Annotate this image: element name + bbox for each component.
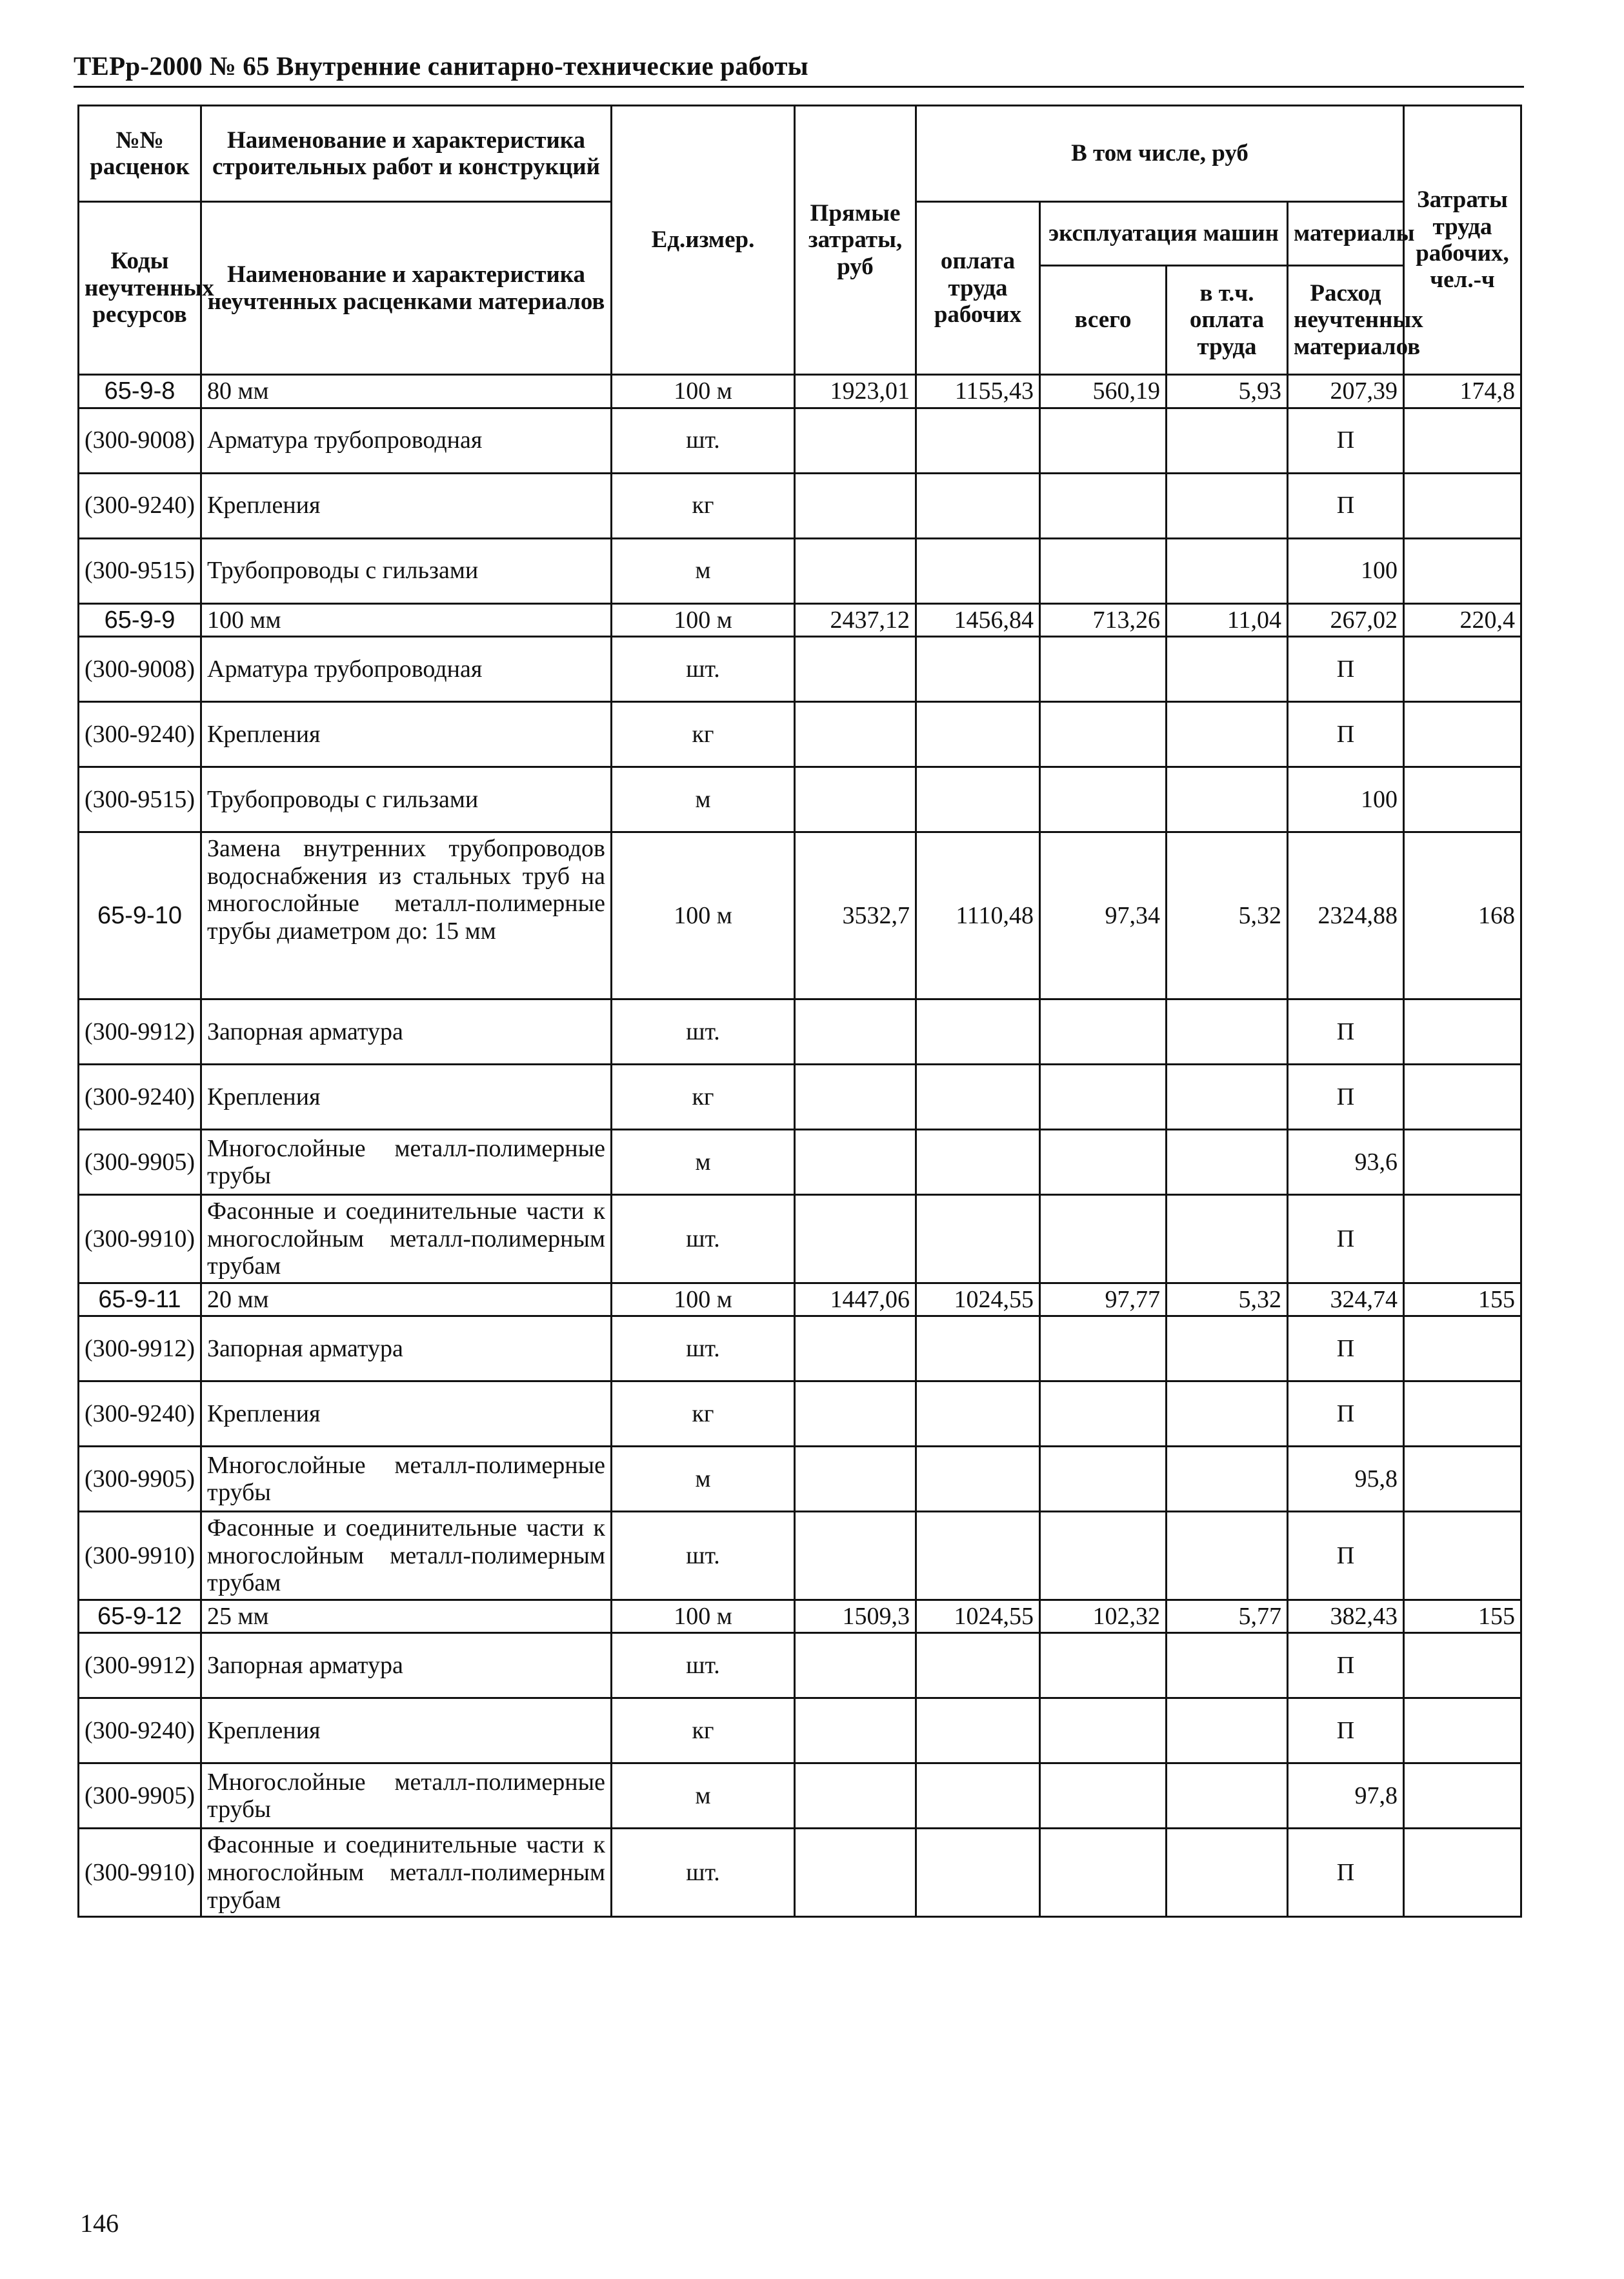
resource-row	[79, 1512, 1521, 1600]
rate-unit: 100 м	[612, 375, 795, 408]
resource-code: (300-9008)	[79, 637, 201, 702]
resource-name: Крепления	[201, 473, 612, 538]
resource-row	[79, 767, 1521, 832]
resource-name: Арматура трубопроводная	[201, 637, 612, 702]
col-labor-cost: Затраты труда рабочих, чел.-ч	[1404, 106, 1521, 375]
resource-row	[79, 1195, 1521, 1283]
resource-qty: П	[1288, 473, 1404, 538]
resource-name: Крепления	[201, 1698, 612, 1763]
col-incl: В том числе, руб	[916, 106, 1404, 202]
machine-labor: 5,32	[1167, 832, 1288, 999]
resource-code: (300-9240)	[79, 1381, 201, 1447]
rate-code: 65-9-10	[79, 832, 201, 999]
labor-pay: 1024,55	[916, 1600, 1040, 1633]
resource-row	[79, 1316, 1521, 1381]
resource-name: Трубопроводы с гильзами	[201, 538, 612, 603]
materials-cost: 2324,88	[1288, 832, 1404, 999]
resource-code: (300-9008)	[79, 408, 201, 473]
resource-name: Фасонные и соединительные части к многослойным металл-полимерным трубам	[201, 1829, 612, 1917]
resource-code: (300-9240)	[79, 1065, 201, 1130]
materials-cost: 207,39	[1288, 375, 1404, 408]
machine-labor: 5,77	[1167, 1600, 1288, 1633]
materials-cost: 382,43	[1288, 1600, 1404, 1633]
resource-row	[79, 538, 1521, 603]
resource-unit: кг	[612, 1065, 795, 1130]
rate-name: Замена внутренних трубопроводов водоснабжения из стальных труб на многослойные металл-полимерные трубы диаметром до: 15 мм	[201, 832, 612, 999]
resource-name: Крепления	[201, 1381, 612, 1447]
resource-row	[79, 1447, 1521, 1512]
resource-code: (300-9240)	[79, 1698, 201, 1763]
resource-row	[79, 1829, 1521, 1917]
resource-row	[79, 1381, 1521, 1447]
col-code-bottom: Коды неучтенных ресурсов	[79, 202, 201, 375]
col-materials-top: материалы	[1288, 202, 1404, 266]
rate-code: 65-9-9	[79, 603, 201, 637]
materials-cost: 267,02	[1288, 603, 1404, 637]
col-direct: Прямые затраты, руб	[795, 106, 916, 375]
page-number: 146	[80, 2209, 119, 2238]
resource-qty: 93,6	[1288, 1130, 1404, 1195]
materials-cost: 324,74	[1288, 1283, 1404, 1316]
resource-code: (300-9905)	[79, 1130, 201, 1195]
resource-unit: шт.	[612, 999, 795, 1065]
resource-qty: П	[1288, 1381, 1404, 1447]
resource-row	[79, 999, 1521, 1065]
rate-name: 80 мм	[201, 375, 612, 408]
direct-cost: 1509,3	[795, 1600, 916, 1633]
resource-unit: м	[612, 767, 795, 832]
resource-unit: кг	[612, 473, 795, 538]
resource-code: (300-9912)	[79, 1316, 201, 1381]
resource-row	[79, 473, 1521, 538]
col-materials-bottom: Расход неучтенных материалов	[1288, 266, 1404, 375]
resource-code: (300-9912)	[79, 999, 201, 1065]
col-labor-pay: оплата труда рабочих	[916, 202, 1040, 375]
resource-row	[79, 637, 1521, 702]
resource-name: Многослойные металл-полимерные трубы	[201, 1763, 612, 1829]
machine-labor: 5,93	[1167, 375, 1288, 408]
col-unit: Ед.измер.	[612, 106, 795, 375]
resource-unit: шт.	[612, 408, 795, 473]
machine-total: 97,34	[1040, 832, 1167, 999]
resource-unit: кг	[612, 1381, 795, 1447]
rate-name: 20 мм	[201, 1283, 612, 1316]
resource-qty: 95,8	[1288, 1447, 1404, 1512]
resource-row	[79, 702, 1521, 767]
table-row	[79, 832, 1521, 999]
labor-pay: 1456,84	[916, 603, 1040, 637]
resource-qty: П	[1288, 999, 1404, 1065]
resource-qty: 100	[1288, 538, 1404, 603]
direct-cost: 1923,01	[795, 375, 916, 408]
labor-pay: 1110,48	[916, 832, 1040, 999]
rate-name: 100 мм	[201, 603, 612, 637]
resource-code: (300-9910)	[79, 1829, 201, 1917]
resource-unit: кг	[612, 702, 795, 767]
machine-labor: 11,04	[1167, 603, 1288, 637]
col-name-top: Наименование и характеристика строительных работ и конструкций	[201, 106, 612, 202]
resource-code: (300-9240)	[79, 473, 201, 538]
rate-unit: 100 м	[612, 832, 795, 999]
resource-code: (300-9515)	[79, 767, 201, 832]
resource-unit: м	[612, 1130, 795, 1195]
resource-code: (300-9910)	[79, 1195, 201, 1283]
table-row	[79, 603, 1521, 637]
resource-code: (300-9905)	[79, 1763, 201, 1829]
resource-unit: шт.	[612, 637, 795, 702]
rate-code: 65-9-12	[79, 1600, 201, 1633]
resource-code: (300-9240)	[79, 702, 201, 767]
labor-hours: 174,8	[1404, 375, 1521, 408]
rate-unit: 100 м	[612, 603, 795, 637]
resource-code: (300-9515)	[79, 538, 201, 603]
resource-name: Крепления	[201, 1065, 612, 1130]
machine-total: 97,77	[1040, 1283, 1167, 1316]
labor-hours: 220,4	[1404, 603, 1521, 637]
resource-name: Фасонные и соединительные части к многослойным металл-полимерным трубам	[201, 1195, 612, 1283]
rate-unit: 100 м	[612, 1283, 795, 1316]
resource-qty: П	[1288, 1065, 1404, 1130]
resource-unit: кг	[612, 1698, 795, 1763]
table-row	[79, 1283, 1521, 1316]
running-header: ТЕРр-2000 № 65 Внутренние санитарно-технические работы	[74, 51, 808, 81]
resource-name: Запорная арматура	[201, 1633, 612, 1698]
rate-code: 65-9-11	[79, 1283, 201, 1316]
direct-cost: 2437,12	[795, 603, 916, 637]
resource-qty: П	[1288, 702, 1404, 767]
resource-qty: 97,8	[1288, 1763, 1404, 1829]
resource-unit: шт.	[612, 1512, 795, 1600]
resource-qty: П	[1288, 1829, 1404, 1917]
direct-cost: 1447,06	[795, 1283, 916, 1316]
col-total: всего	[1040, 266, 1167, 375]
resource-name: Фасонные и соединительные части к многослойным металл-полимерным трубам	[201, 1512, 612, 1600]
resource-name: Многослойные металл-полимерные трубы	[201, 1447, 612, 1512]
resource-unit: м	[612, 1763, 795, 1829]
resource-qty: П	[1288, 637, 1404, 702]
rate-unit: 100 м	[612, 1600, 795, 1633]
resource-unit: м	[612, 538, 795, 603]
resource-name: Многослойные металл-полимерные трубы	[201, 1130, 612, 1195]
machine-total: 560,19	[1040, 375, 1167, 408]
resource-row	[79, 1763, 1521, 1829]
resource-row	[79, 1065, 1521, 1130]
table-row	[79, 375, 1521, 408]
col-code-top: №№ расценок	[79, 106, 201, 202]
machine-total: 102,32	[1040, 1600, 1167, 1633]
resource-name: Крепления	[201, 702, 612, 767]
resource-unit: шт.	[612, 1195, 795, 1283]
labor-hours: 168	[1404, 832, 1521, 999]
resource-qty: П	[1288, 1316, 1404, 1381]
resource-row	[79, 1130, 1521, 1195]
resource-code: (300-9910)	[79, 1512, 201, 1600]
resource-unit: шт.	[612, 1316, 795, 1381]
resource-row	[79, 1633, 1521, 1698]
resource-unit: шт.	[612, 1829, 795, 1917]
resource-qty: П	[1288, 1512, 1404, 1600]
resource-name: Арматура трубопроводная	[201, 408, 612, 473]
labor-pay: 1024,55	[916, 1283, 1040, 1316]
header-rule	[74, 86, 1524, 88]
resource-qty: П	[1288, 1633, 1404, 1698]
resource-qty: П	[1288, 1698, 1404, 1763]
rates-table	[77, 105, 1522, 1918]
direct-cost: 3532,7	[795, 832, 916, 999]
col-machines: эксплуатация машин	[1040, 202, 1288, 266]
rate-code: 65-9-8	[79, 375, 201, 408]
resource-name: Запорная арматура	[201, 1316, 612, 1381]
resource-qty: П	[1288, 1195, 1404, 1283]
table-row	[79, 1600, 1521, 1633]
machine-labor: 5,32	[1167, 1283, 1288, 1316]
labor-hours: 155	[1404, 1283, 1521, 1316]
resource-code: (300-9912)	[79, 1633, 201, 1698]
resource-name: Трубопроводы с гильзами	[201, 767, 612, 832]
resource-code: (300-9905)	[79, 1447, 201, 1512]
resource-qty: 100	[1288, 767, 1404, 832]
resource-row	[79, 408, 1521, 473]
labor-pay: 1155,43	[916, 375, 1040, 408]
resource-name: Запорная арматура	[201, 999, 612, 1065]
resource-qty: П	[1288, 408, 1404, 473]
machine-total: 713,26	[1040, 603, 1167, 637]
col-machine-labor: в т.ч. оплата труда	[1167, 266, 1288, 375]
labor-hours: 155	[1404, 1600, 1521, 1633]
rate-name: 25 мм	[201, 1600, 612, 1633]
resource-row	[79, 1698, 1521, 1763]
col-name-bottom: Наименование и характеристика неучтенных расценками материалов	[201, 202, 612, 375]
resource-unit: м	[612, 1447, 795, 1512]
resource-unit: шт.	[612, 1633, 795, 1698]
